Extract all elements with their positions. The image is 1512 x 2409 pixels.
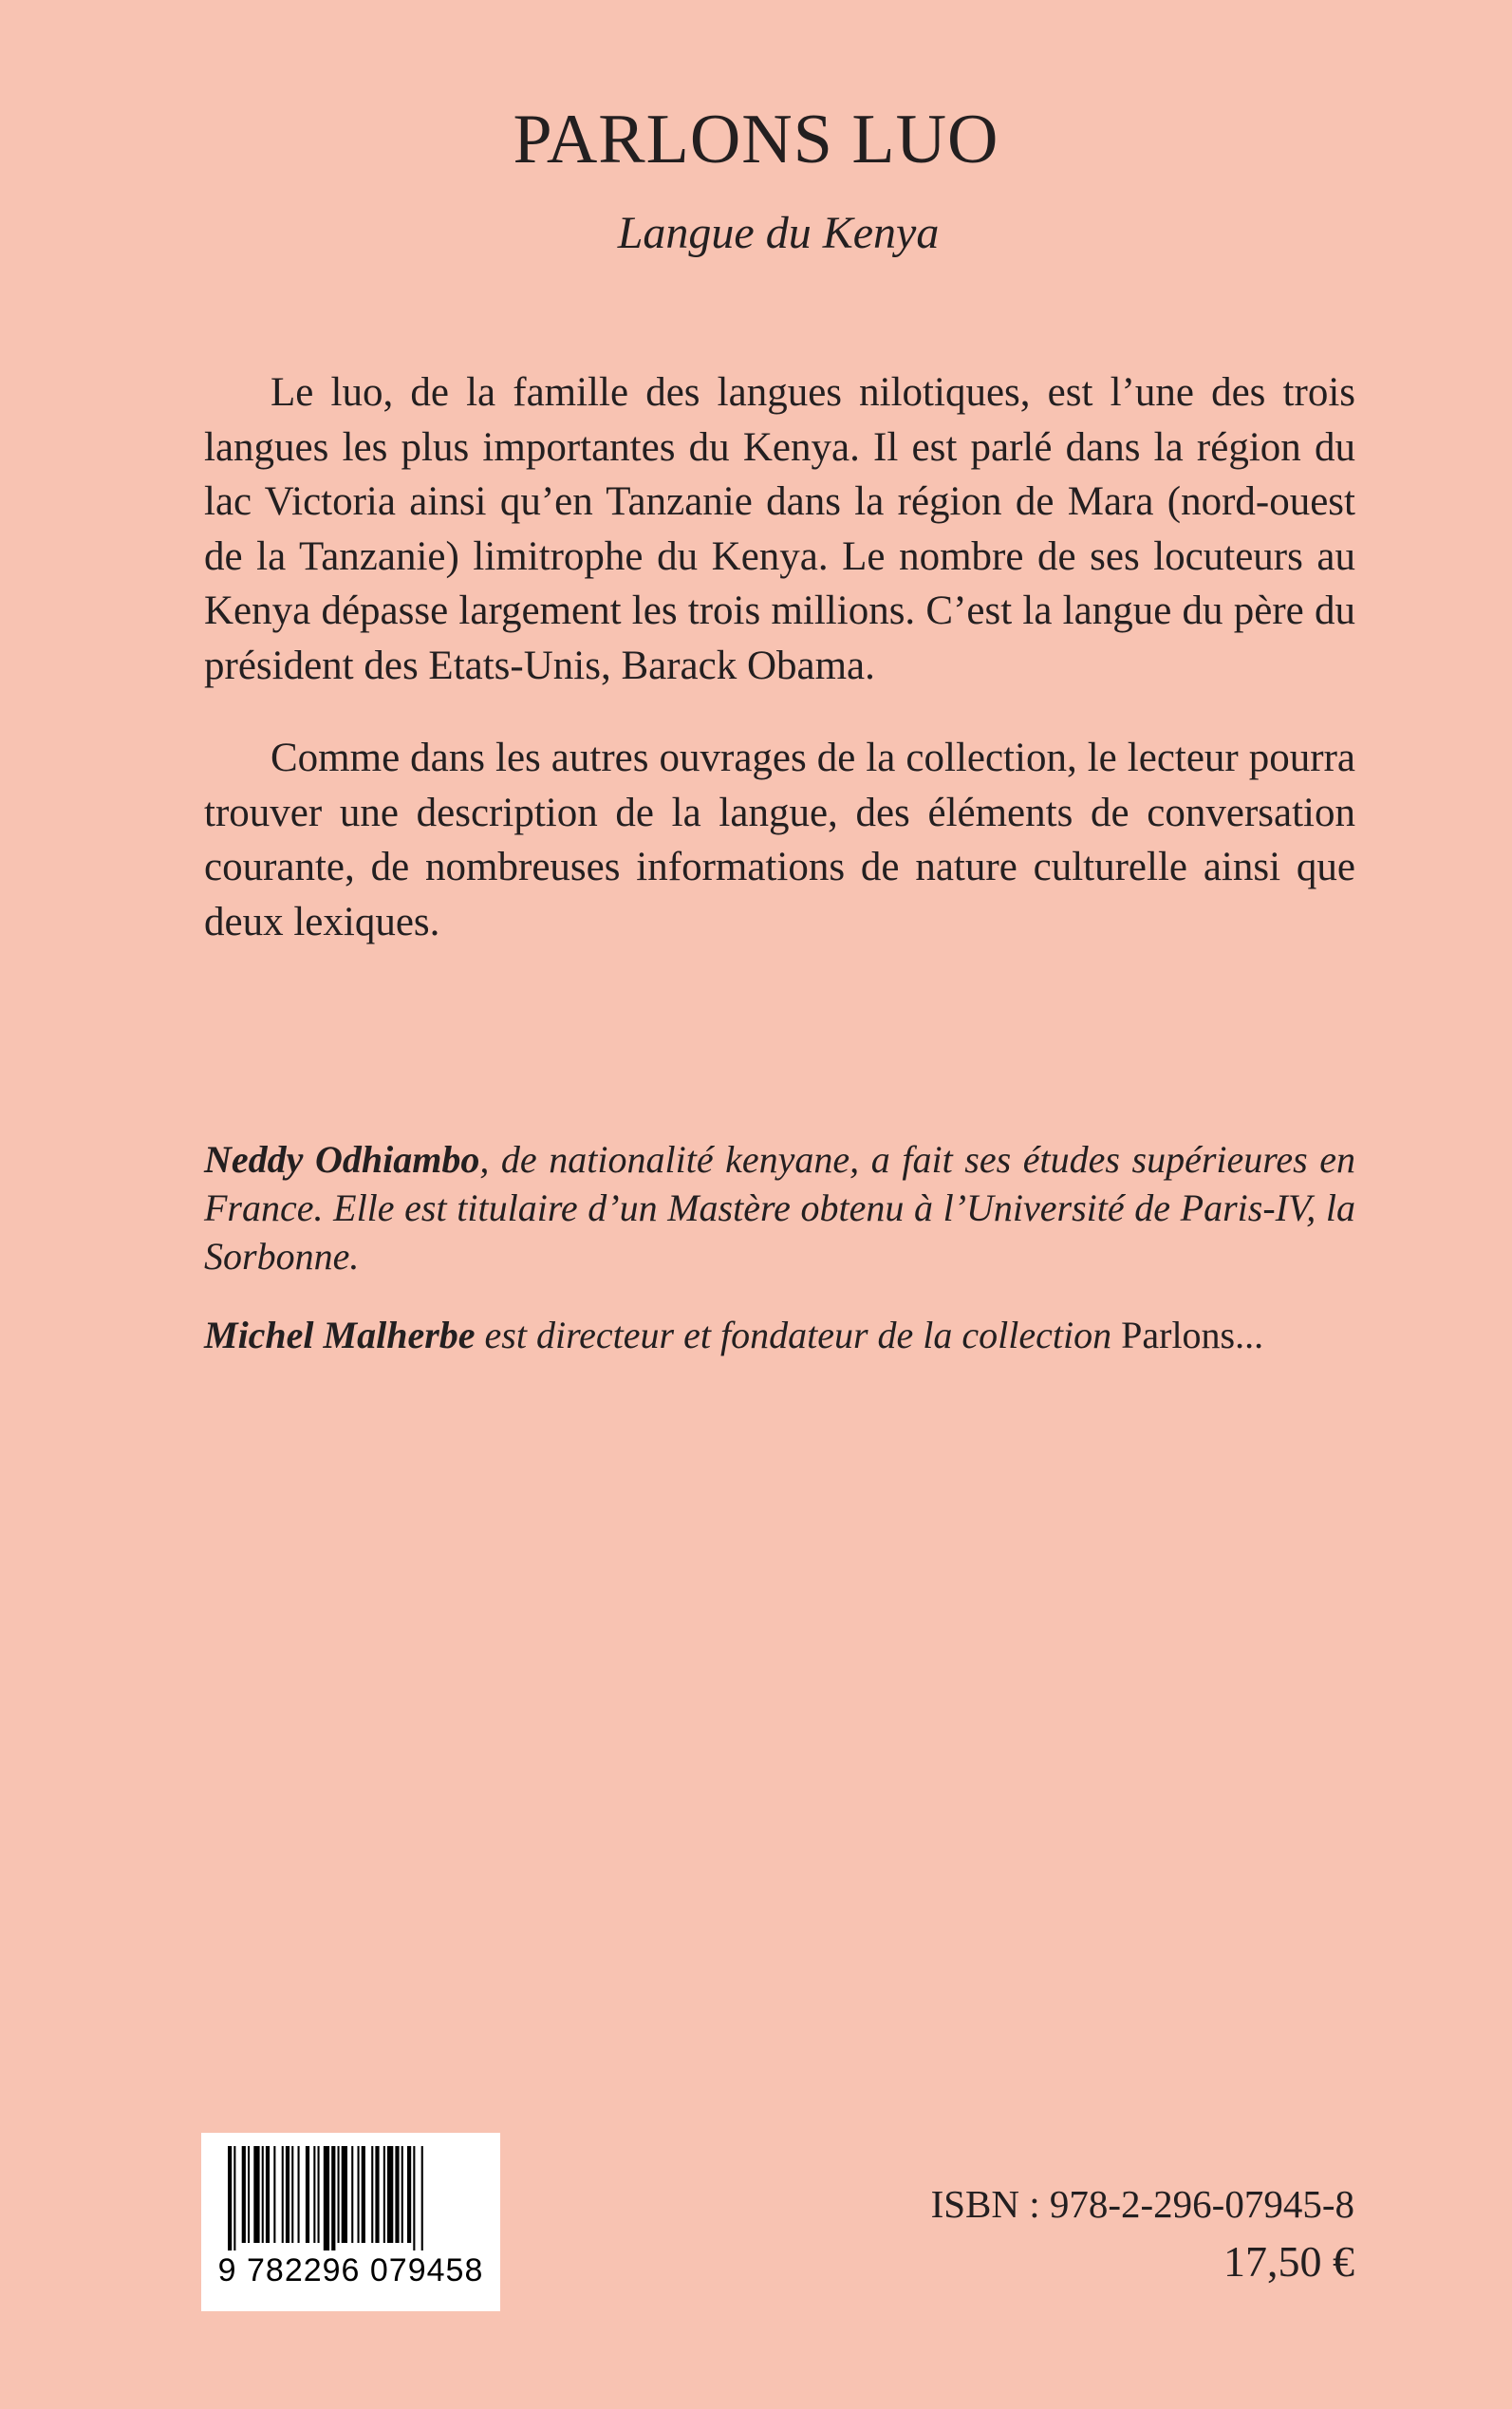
barcode-bar xyxy=(358,2146,360,2243)
author-name-2: Michel Malherbe xyxy=(204,1314,476,1356)
barcode-bar xyxy=(413,2146,415,2250)
barcode-bar xyxy=(371,2146,373,2243)
barcode-bar xyxy=(291,2146,293,2243)
barcode-bar xyxy=(233,2146,235,2250)
barcode-bar xyxy=(395,2146,399,2243)
barcode-bar xyxy=(248,2146,250,2243)
barcode-bars xyxy=(226,2146,475,2250)
author-bio-1 xyxy=(204,1135,1355,1280)
author-bio-1-text: , de nationalité kenyane, a fait ses études supérieures en France. Elle est titulaire d’un Mastère obtenu à l’Université de Paris-IV, la Sorbonne. xyxy=(204,1138,1355,1278)
barcode-bar xyxy=(306,2146,309,2243)
barcode-bar xyxy=(298,2146,300,2243)
barcode-bar xyxy=(273,2146,275,2243)
barcode-bar xyxy=(242,2146,246,2243)
book-title: PARLONS LUO xyxy=(513,101,999,178)
barcode-bar xyxy=(338,2146,340,2243)
book-subtitle: Langue du Kenya xyxy=(617,208,940,258)
barcode-bar xyxy=(375,2146,379,2243)
barcode-bar xyxy=(324,2146,329,2250)
barcode-bar xyxy=(253,2146,259,2243)
collection-name: Parlons... xyxy=(1121,1314,1264,1356)
barcode-bar xyxy=(342,2146,347,2243)
isbn: ISBN : 978-2-296-07945-8 xyxy=(930,2182,1354,2226)
barcode-bar xyxy=(282,2146,284,2243)
author-name-1: Neddy Odhiambo xyxy=(204,1138,480,1181)
blurb-paragraph-1: Le luo, de la famille des langues nilotiques, est l’une des trois langues les plus importantes du Kenya. Il est parlé dans la région du lac Victoria ainsi qu’en Tanzanie dans la région de Mara (nord-ouest de la Tanzanie) limitrophe du Kenya. Le nombre de ses locuteurs au Kenya dépasse largement les trois millions. C’est la langue du père du président des Etats-Unis, Barack Obama. xyxy=(204,370,1355,688)
barcode xyxy=(201,2133,500,2311)
barcode-bar xyxy=(407,2146,411,2243)
blurb-paragraph-2: Comme dans les autres ouvrages de la collection, le lecteur pourra trouver une description de la langue, des éléments de conversation courante, de nombreuses informations de nature culturelle ainsi que deux lexiques. xyxy=(204,736,1355,944)
barcode-bar xyxy=(331,2146,335,2250)
barcode-bar xyxy=(362,2146,365,2243)
barcode-bar xyxy=(266,2146,270,2243)
barcode-bar xyxy=(387,2146,393,2243)
barcode-bar xyxy=(313,2146,315,2243)
barcode-digits: 9 782296 079458 xyxy=(217,2252,484,2288)
author-bio-2 xyxy=(204,1311,1355,1359)
price: 17,50 € xyxy=(1223,2237,1354,2286)
barcode-bar xyxy=(421,2146,423,2250)
barcode-bar xyxy=(401,2146,403,2243)
author-bio-2-text: est directeur et fondateur de la collection xyxy=(475,1314,1122,1356)
barcode-bar xyxy=(318,2146,320,2243)
barcode-bar xyxy=(351,2146,353,2243)
barcode-bar xyxy=(262,2146,264,2243)
barcode-bar xyxy=(286,2146,289,2243)
barcode-bar xyxy=(383,2146,385,2243)
barcode-bar xyxy=(228,2146,232,2250)
